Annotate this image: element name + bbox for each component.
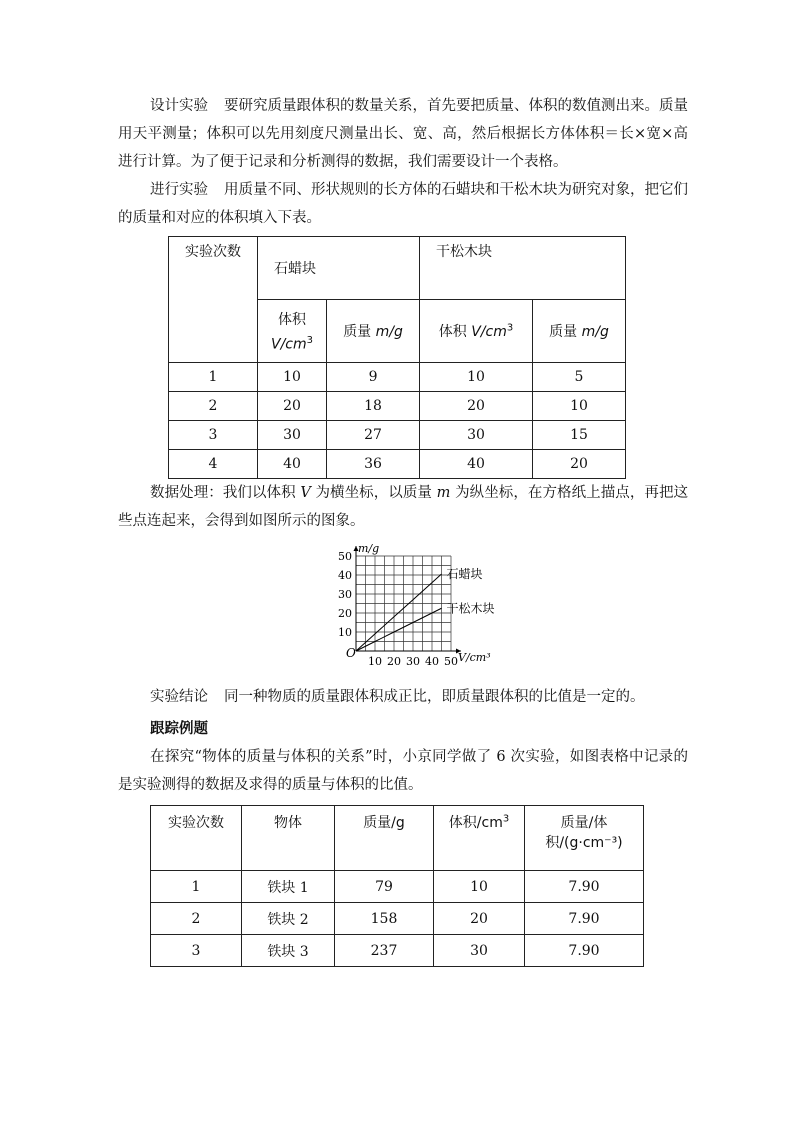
series-line-1 bbox=[356, 574, 442, 651]
x-tick-label: 20 bbox=[387, 655, 401, 668]
y-tick-label: 30 bbox=[338, 588, 352, 601]
volume-header-sup: 3 bbox=[502, 813, 510, 825]
table-row bbox=[169, 450, 626, 479]
table-cell: 30 bbox=[434, 935, 525, 967]
wax-volume-label: 体积 bbox=[278, 312, 307, 329]
table-cell: 237 bbox=[335, 935, 434, 967]
x-tick-label: 30 bbox=[406, 655, 420, 668]
wood-mass-unit: m/g bbox=[581, 324, 609, 340]
col-header-wax-mass bbox=[327, 300, 420, 363]
conduct-lead: 进行实验 bbox=[150, 182, 208, 198]
wood-volume-sup: 3 bbox=[506, 322, 514, 334]
table-cell: 铁块 3 bbox=[242, 935, 335, 967]
conclusion-lead: 实验结论 bbox=[150, 689, 208, 705]
wax-volume-unit-line bbox=[262, 335, 322, 353]
table-cell: 5 bbox=[533, 363, 626, 392]
table-row bbox=[169, 363, 626, 392]
wax-mass-label: 质量 bbox=[343, 324, 376, 340]
example-heading: 跟踪例题 bbox=[150, 720, 208, 737]
process-text-2: 为横坐标，以质量 bbox=[310, 485, 437, 501]
table-cell: 18 bbox=[327, 392, 420, 421]
col-header-wood: 干松木块 bbox=[420, 237, 626, 300]
y-tick-label: 20 bbox=[338, 607, 352, 620]
table-cell: 1 bbox=[169, 363, 258, 392]
conclusion-paragraph bbox=[118, 683, 688, 711]
process-paragraph bbox=[118, 479, 688, 535]
table-cell: 2 bbox=[169, 392, 258, 421]
process-text-1: 数据处理：我们以体积 bbox=[150, 485, 301, 501]
table-row bbox=[169, 421, 626, 450]
process-var-m: m bbox=[436, 485, 451, 501]
origin-label: O bbox=[346, 646, 356, 660]
col-header-wood-mass bbox=[533, 300, 626, 363]
table-cell: 10 bbox=[533, 392, 626, 421]
table-cell: 30 bbox=[258, 421, 327, 450]
table-cell: 3 bbox=[151, 935, 242, 967]
col-header-trial: 实验次数 bbox=[169, 237, 258, 363]
table-cell: 20 bbox=[434, 903, 525, 935]
wax-wood-table bbox=[168, 236, 626, 479]
table-cell: 3 bbox=[169, 421, 258, 450]
col-header-wood-volume bbox=[420, 300, 533, 363]
iron-table bbox=[150, 805, 644, 967]
x-tick-label: 50 bbox=[444, 655, 458, 668]
table-cell: 30 bbox=[420, 421, 533, 450]
table-row bbox=[151, 903, 644, 935]
col-header-wax-volume bbox=[258, 300, 327, 363]
table-cell: 2 bbox=[151, 903, 242, 935]
series-label-2: 干松木块 bbox=[446, 601, 495, 616]
conduct-paragraph bbox=[118, 176, 688, 232]
conduct-text: 用质量不同、形状规则的长方体的石蜡块和干松木块为研究对象，把它们的质量和对应的体积填入下表。 bbox=[118, 182, 688, 226]
x-axis-label: V/cm³ bbox=[458, 651, 491, 664]
table-cell: 7.90 bbox=[525, 871, 644, 903]
series-line-2 bbox=[356, 608, 442, 651]
table-cell: 7.90 bbox=[525, 903, 644, 935]
table-row bbox=[151, 871, 644, 903]
table-cell: 10 bbox=[434, 871, 525, 903]
document-page bbox=[118, 92, 688, 967]
design-text: 要研究质量跟体积的数量关系，首先要把质量、体积的数值测出来。质量用天平测量；体积可以先用刻度尺测量出长、宽、高，然后根据长方体体积＝长×宽×高进行计算。为了便于记录和分析测得的数据，我们需要设计一个表格。 bbox=[118, 98, 688, 170]
table-cell: 40 bbox=[258, 450, 327, 479]
table-row bbox=[151, 935, 644, 967]
table-cell: 10 bbox=[258, 363, 327, 392]
table-cell: 15 bbox=[533, 421, 626, 450]
example-paragraph: 在探究“物体的质量与体积的关系”时，小京同学做了 6 次实验，如图表格中记录的是实验测得的数据及求得的质量与体积的比值。 bbox=[118, 749, 688, 793]
mass-volume-chart bbox=[324, 541, 524, 681]
y-tick-label: 40 bbox=[338, 569, 352, 582]
process-text-3: 为纵坐标，在方格纸上描点，再把这些点连起来，会得到如图所示的图象。 bbox=[118, 485, 689, 529]
col-header-wax: 石蜡块 bbox=[258, 237, 420, 300]
volume-header-label: 体积/cm bbox=[448, 815, 503, 831]
x-tick-label: 40 bbox=[425, 655, 439, 668]
table-cell: 36 bbox=[327, 450, 420, 479]
wood-mass-label: 质量 bbox=[549, 324, 582, 340]
y-tick-label: 10 bbox=[338, 626, 352, 639]
col-header-mass: 质量/g bbox=[335, 806, 434, 871]
wax-volume-sup: 3 bbox=[306, 335, 314, 347]
wax-mass-unit: m/g bbox=[375, 324, 403, 340]
table-cell: 10 bbox=[420, 363, 533, 392]
table-cell: 1 bbox=[151, 871, 242, 903]
table-cell: 158 bbox=[335, 903, 434, 935]
table-cell: 40 bbox=[420, 450, 533, 479]
table-cell: 铁块 2 bbox=[242, 903, 335, 935]
y-tick-label: 50 bbox=[338, 550, 352, 563]
wood-volume-unit: V/cm bbox=[471, 324, 507, 340]
col-header-ratio: 质量/体积/(g·cm⁻³) bbox=[525, 806, 644, 871]
design-paragraph bbox=[118, 92, 688, 176]
table-cell: 27 bbox=[327, 421, 420, 450]
x-tick-label: 10 bbox=[368, 655, 382, 668]
process-var-v: V bbox=[300, 485, 311, 501]
table-row bbox=[169, 392, 626, 421]
chart-svg bbox=[324, 541, 524, 681]
table-cell: 4 bbox=[169, 450, 258, 479]
table-cell: 20 bbox=[420, 392, 533, 421]
table-cell: 9 bbox=[327, 363, 420, 392]
series-label-1: 石蜡块 bbox=[446, 567, 483, 582]
wax-volume-unit: V/cm bbox=[271, 336, 307, 353]
design-lead: 设计实验 bbox=[150, 98, 208, 114]
conclusion-text: 同一种物质的质量跟体积成正比，即质量跟体积的比值是一定的。 bbox=[224, 689, 645, 705]
wood-volume-label: 体积 bbox=[438, 324, 472, 340]
table-cell: 7.90 bbox=[525, 935, 644, 967]
y-axis-label: m/g bbox=[358, 542, 380, 555]
col-header-trial-2: 实验次数 bbox=[151, 806, 242, 871]
table-cell: 20 bbox=[533, 450, 626, 479]
table-cell: 铁块 1 bbox=[242, 871, 335, 903]
table-cell: 20 bbox=[258, 392, 327, 421]
col-header-object: 物体 bbox=[242, 806, 335, 871]
table-cell: 79 bbox=[335, 871, 434, 903]
col-header-volume bbox=[434, 806, 525, 871]
